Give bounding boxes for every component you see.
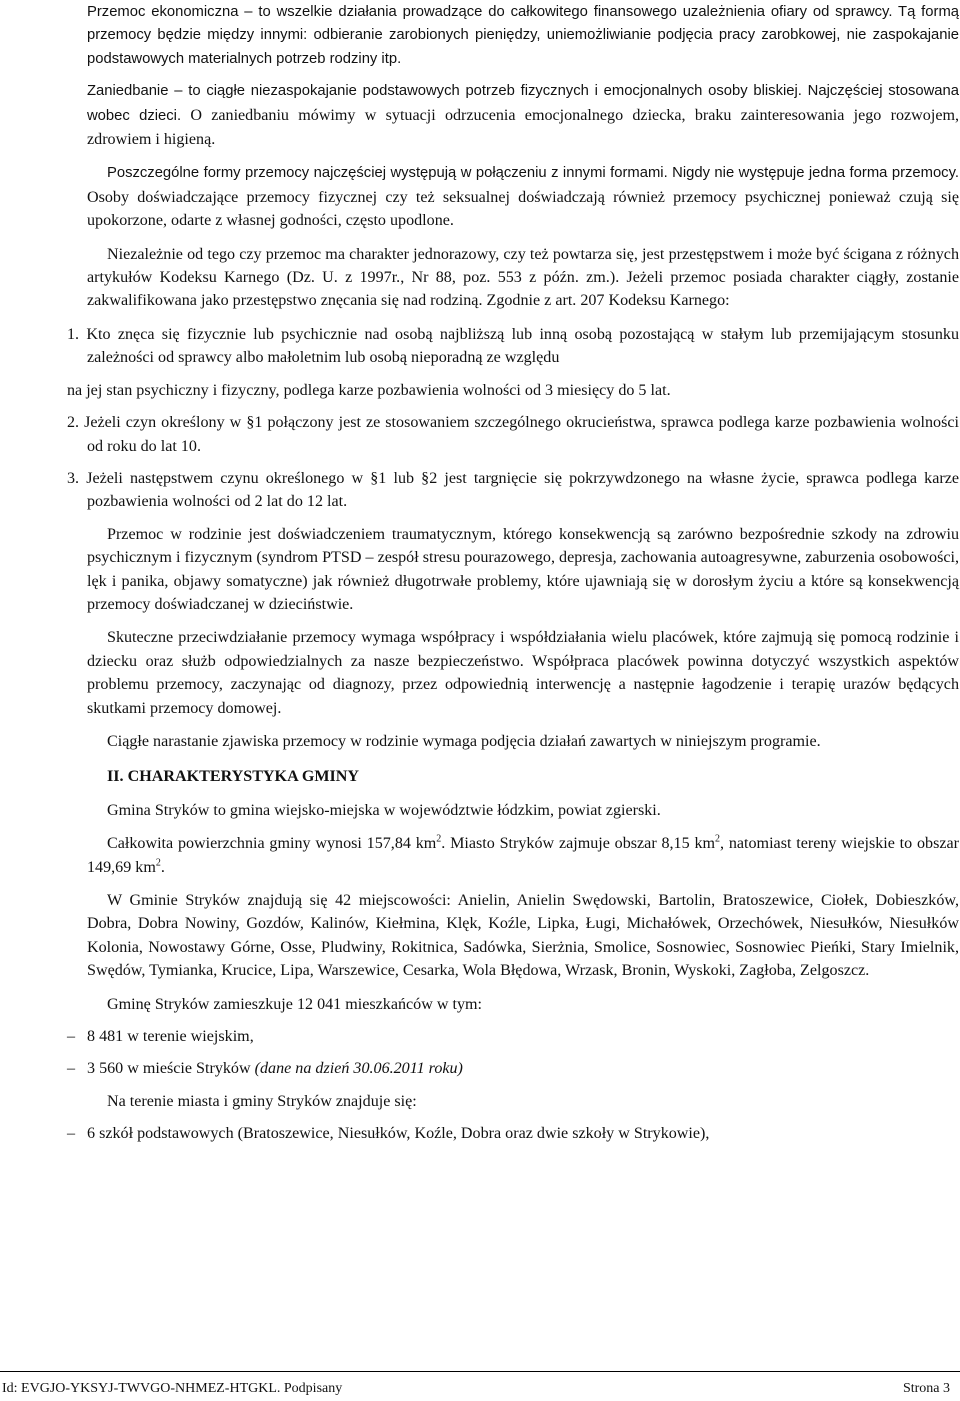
page-content — [67, 0, 960, 1146]
article-item-2: 2. Jeżeli czyn określony w §1 połączony jest ze stosowaniem szczególnego okrucieństwa, sprawca podlega karze pozbawienia wolności od roku do lat 10. — [67, 414, 959, 455]
paragraph-population: Gminę Stryków zamieszkuje 12 041 mieszkańców w tym: — [107, 995, 482, 1013]
paragraph-legal-basis: Niezależnie od tego czy przemoc ma charakter jednorazowy, czy też powtarza się, jest przestępstwem i może być ścigana z różnych artykułów Kodeksu Karnego (Dz. U. z 1997r., Nr 88, poz. 553 z późn. zm.). Jeżeli przemoc posiada charakter ciągły, zostanie zakwalifikowana jako przestępstwo znęcania się nad rodziną. Zgodnie z art. 207 Kodeksu Karnego: — [87, 245, 959, 310]
forms-combined-lead: Poszczególne formy przemocy najczęściej występują w połączeniu z innymi formami. Nigdy nie występuje jedna forma przemocy. — [107, 165, 959, 182]
paragraph-area — [87, 832, 959, 879]
town-population: 3 560 w mieście Stryków — [87, 1060, 255, 1078]
paragraph-trauma: Przemoc w rodzinie jest doświadczeniem traumatycznym, którego konsekwencją są zarówno bezpośrednie szkody na zdrowiu psychicznym i fizycznym (syndrom PTSD – zespół stresu pourazowego, depresja, zachowania autoagresywne, zaburzenia osobowości, lęk i panika, objawy somatyczne) jak również długotrwałe problemy, które ujawniają się w dorosłym życiu a które są konsekwencją przemocy doświadczanej w dzieciństwie. — [87, 525, 959, 613]
article-item-3: 3. Jeżeli następstwem czynu określonego w §1 lub §2 jest targnięcie się pokrzywdzonego na własne życie, sprawca podlega karze pozbawienia wolności od 2 lat do 12 lat. — [67, 469, 959, 511]
superscript-2: 2 — [155, 857, 161, 869]
article-item-1-continued: na jej stan psychiczny i fizyczny, podlega karze pozbawienia wolności od 3 miesięcy do 5 lat. — [67, 381, 671, 399]
paragraph-economic-violence: Przemoc ekonomiczna – to wszelkie działania prowadzące do całkowitego finansowego uzależnienia ofiary od sprawcy. Tą formą przemocy będzie między innymi: odbieranie zarobionych pieniędzy, uniemożliwianie podjęcia pracy zarobkowej, nie zaspokajanie podstawowych materialnych potrzeb rodziny itp. — [87, 4, 959, 67]
area-total: Całkowita powierzchnia gminy wynosi 157,84 km — [107, 835, 437, 853]
neglect-definition: Zaniedbanie – to ciągłe niezaspokajanie podstawowych potrzeb fizycznych i emocjonalnych osoby bliskiej. Najczęściej stosowana wobec dzieci. — [87, 83, 959, 124]
paragraph-neglect — [87, 80, 959, 152]
area-rural: , natomiast tereny wiejskie to obszar 149,69 km — [87, 835, 959, 876]
footer-divider — [0, 1371, 960, 1372]
list-item-town — [87, 1057, 959, 1080]
area-town: . Miasto Stryków zajmuje obszar 8,15 km — [441, 835, 716, 853]
neglect-detail: O zaniedbaniu mówimy w sytuacji odrzucenia emocjonalnego dziecka, braku zainteresowania jego rozwojem, zdrowiem i higieną. — [87, 106, 960, 149]
list-item-schools: – 6 szkół podstawowych (Bratoszewice, Niesułków, Koźle, Dobra oraz dwie szkoły w Strykowie), — [87, 1122, 959, 1145]
paragraph-localities: W Gminie Stryków znajdują się 42 miejscowości: Anielin, Anielin Swędowski, Bartolin, Bratoszewice, Ciołek, Dobieszków, Dobra, Dobra Nowiny, Gozdów, Kalinów, Kiełmina, Klęk, Koźle, Lipka, Ługi, Michałówek, Orzechówek, Niesułków, Niesułków Kolonia, Nowostawy Górne, Osse, Pludwiny, Rokitnica, Sadówka, Sierżnia, Smolice, Sosnowiec, Sosnowiec Pieńki, Stary Imielnik, Swędów, Tymianka, Krucice, Lipa, Warszewice, Cesarka, Wola Błędowa, Wrzask, Bronin, Wyskoki, Zagłoba, Zelgoszcz. — [87, 892, 959, 980]
superscript-2: 2 — [436, 833, 442, 845]
page-number: Strona 3 — [902, 1381, 950, 1396]
document-id: Id: EVGJO-YKSYJ-TWVGO-NHMEZ-HTGKL. Podpisany — [2, 1381, 343, 1396]
list-item-rural: – 8 481 w terenie wiejskim, — [87, 1025, 959, 1048]
paragraph-gmina-intro: Gmina Stryków to gmina wiejsko-miejska w województwie łódzkim, powiat zgierski. — [107, 801, 661, 819]
forms-combined-rest: Osoby doświadczające przemocy fizycznej czy też seksualnej doświadczają również przemocy psychicznej ponieważ czują się upokorzone, odarte z własnej godności, często upodlone. — [87, 188, 959, 230]
paragraph-facilities: Na terenie miasta i gminy Stryków znajduje się: — [107, 1092, 417, 1110]
paragraph-forms-combined — [87, 161, 959, 232]
area-end: . — [160, 858, 165, 876]
superscript-2: 2 — [715, 833, 721, 845]
article-item-1: 1. Kto znęca się fizycznie lub psychicznie nad osobą najbliższą lub inną osobą pozostającą w stałym lub przemijającym stosunku zależności od sprawcy albo małoletnim lub osobą nieporadną ze względu — [67, 325, 959, 367]
paragraph-cooperation: Skuteczne przeciwdziałanie przemocy wymaga współpracy i współdziałania wielu placówek, które zajmują się pomocą rodzinie i dziecku oraz służb odpowiedzialnych za nasze bezpieczeństwo. Współpraca placówek powinna dotyczyć wszystkich aspektów problemu przemocy, zaczynając od diagnozy, przez odpowiednią interwencję a następnie łagodzenie i terapię urazów będących skutkami przemocy domowej. — [87, 629, 959, 717]
section-heading: II. CHARAKTERYSTYKA GMINY — [107, 768, 360, 786]
paragraph-program-need: Ciągłe narastanie zjawiska przemocy w rodzinie wymaga podjęcia działań zawartych w niniejszym programie. — [107, 732, 821, 750]
data-date-note: (dane na dzień 30.06.2011 roku) — [254, 1060, 463, 1078]
